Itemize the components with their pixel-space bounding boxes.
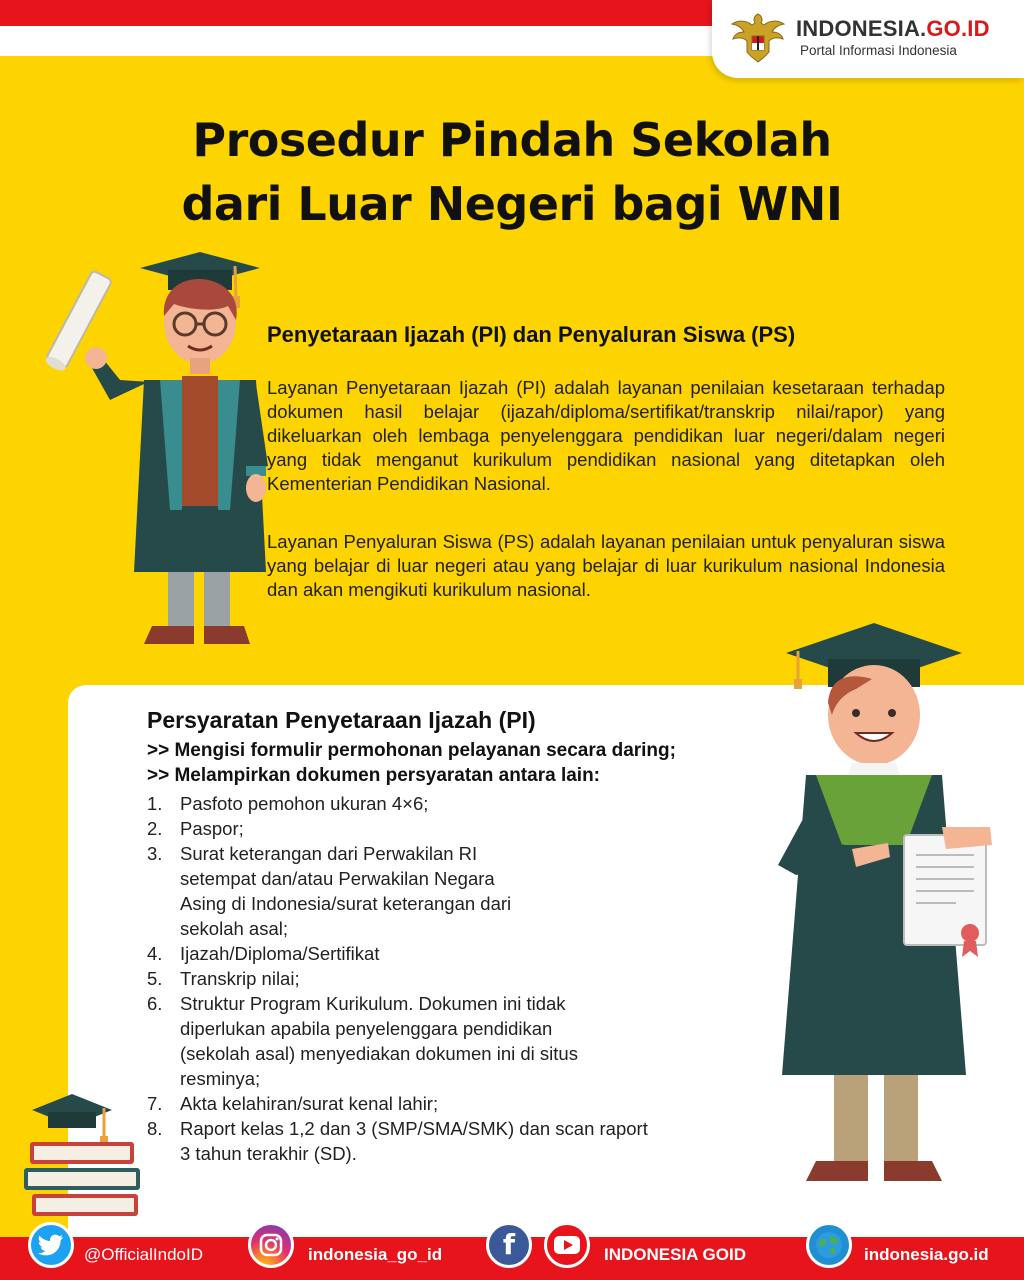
requirements-list [147, 791, 687, 1166]
brand-subtitle: Portal Informasi Indonesia [800, 43, 957, 58]
page-title-line1: Prosedur Pindah Sekolah [192, 113, 832, 167]
page-title-line2: dari Luar Negeri bagi WNI [181, 177, 843, 231]
graduate-boy-certificate-illustration [756, 605, 1016, 1205]
list-item: 7. Akta kelahiran/surat kenal lahir; [147, 1093, 439, 1114]
website-link[interactable]: indonesia.go.id [864, 1245, 989, 1264]
requirement-step-2: >> Melampirkan dokumen persyaratan antara lain: [147, 765, 601, 786]
graduate-boy-scroll-illustration [40, 240, 270, 660]
list-item: 2. Paspor; [147, 818, 244, 839]
list-item: 8. Raport kelas 1,2 dan 3 (SMP/SMA/SMK) dan scan raport 3 tahun terakhir (SD). [147, 1118, 648, 1164]
instagram-handle[interactable]: indonesia_go_id [308, 1245, 443, 1264]
list-item: 6. Struktur Program Kurikulum. Dokumen ini tidak diperlukan apabila penyelenggara pendidikan (sekolah asal) menyediakan dokumen ini di situs resminya; [147, 993, 578, 1089]
page-title [0, 108, 1024, 236]
section-heading-pi-ps: Penyetaraan Ijazah (PI) dan Penyaluran Siswa (PS) [267, 322, 796, 347]
facebook-icon[interactable]: f [486, 1222, 532, 1268]
requirement-step-1: >> Mengisi formulir permohonan pelayanan secara daring; [147, 740, 676, 761]
instagram-icon[interactable] [248, 1222, 294, 1268]
twitter-handle[interactable]: @OfficialIndoID [84, 1245, 203, 1264]
paragraph-pi: Layanan Penyetaraan Ijazah (PI) adalah layanan penilaian kesetaraan terhadap dokumen hasil belajar (ijazah/diploma/sertifikat/transkrip nilai/rapor) yang dikeluarkan oleh lembaga penyelenggara pendidikan luar negeri/dalam negeri yang tidak menganut kurikulum pendidikan nasional yang ditetapkan oleh Kementerian Pendidikan Nasional. [267, 377, 945, 494]
requirements-heading: Persyaratan Penyetaraan Ijazah (PI) [147, 707, 536, 733]
globe-icon[interactable] [806, 1222, 852, 1268]
list-item: 5. Transkrip nilai; [147, 968, 300, 989]
garuda-emblem-icon [728, 8, 788, 68]
brand-title: INDONESIA.GO.ID [796, 16, 990, 41]
paragraph-ps: Layanan Penyaluran Siswa (PS) adalah layanan penilaian untuk penyaluran siswa yang belajar di luar negeri atau yang belajar di luar kurikulum nasional Indonesia dan akan mengikuti kurikulum nasional. [267, 531, 945, 600]
brand-logo[interactable] [712, 0, 1024, 78]
list-item: 3. Surat keterangan dari Perwakilan RI setempat dan/atau Perwakilan Negara Asing di Indonesia/surat keterangan dari sekolah asal; [147, 843, 512, 939]
youtube-icon[interactable] [544, 1222, 590, 1268]
list-item: 4. Ijazah/Diploma/Sertifikat [147, 943, 380, 964]
books-graduation-cap-illustration [22, 1088, 142, 1218]
twitter-icon[interactable] [28, 1222, 74, 1268]
list-item: 1. Pasfoto pemohon ukuran 4×6; [147, 793, 429, 814]
youtube-channel[interactable]: INDONESIA GOID [604, 1245, 746, 1264]
